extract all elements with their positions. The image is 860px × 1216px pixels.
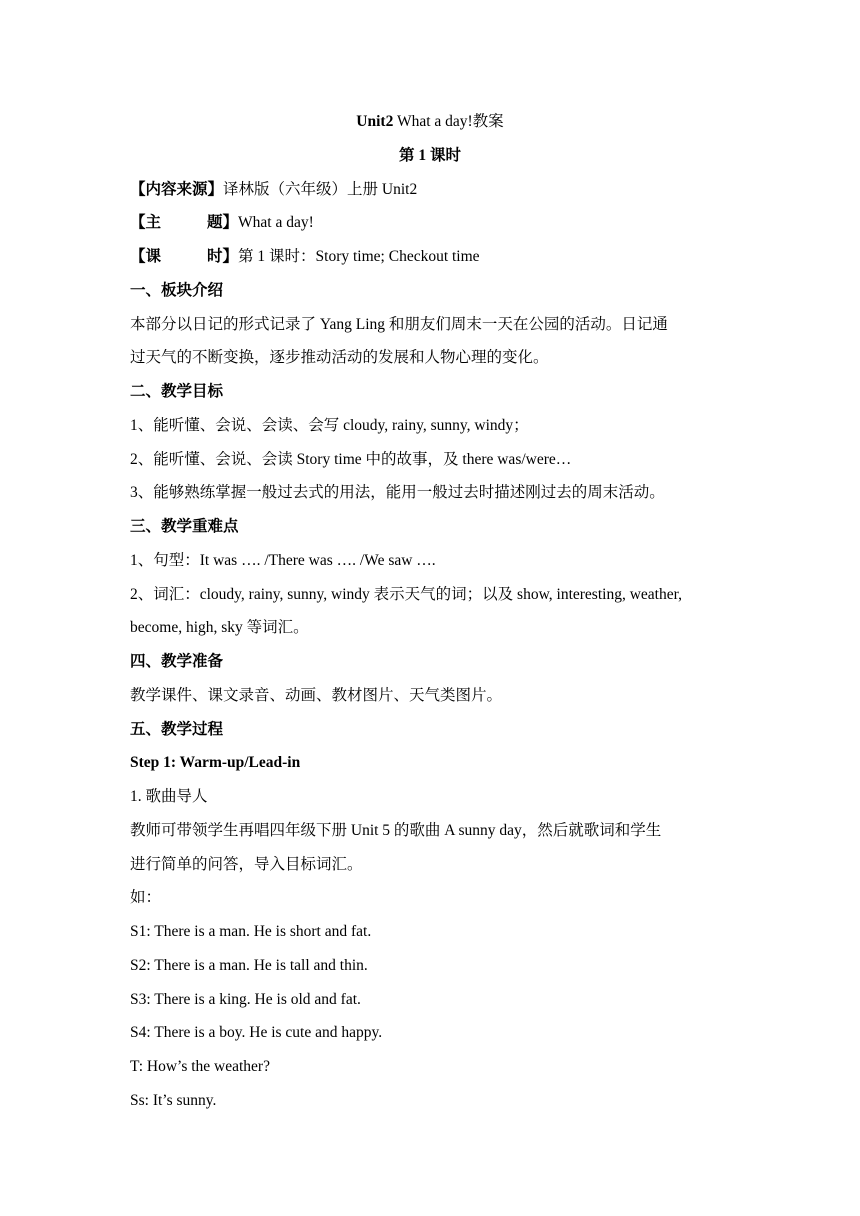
step-1-paragraph-line-1: 教师可带领学生再唱四年级下册 Unit 5 的歌曲 A sunny day，然后就歌词和学生 (130, 822, 662, 839)
step-1-paragraph-line-2: 进行简单的问答，导入目标词汇。 (130, 856, 363, 873)
doc-title-text: What a day!教案 (393, 113, 504, 130)
meta-period (130, 247, 734, 267)
section-2-heading: 二、教学目标 (130, 383, 224, 400)
section-1-paragraph-line-2: 过天气的不断变换，逐步推动活动的发展和人物心理的变化。 (130, 349, 549, 366)
dialogue-line-1: S1: There is a man. He is short and fat. (130, 923, 372, 940)
dialogue-line-4: S4: There is a boy. He is cute and happy. (130, 1024, 383, 1041)
dialogue-line-2: S2: There is a man. He is tall and thin. (130, 957, 368, 974)
section-1-paragraph-line-1: 本部分以日记的形式记录了 Yang Ling 和朋友们周末一天在公园的活动。日记通 (130, 316, 668, 333)
dialogue-line-3: S3: There is a king. He is old and fat. (130, 991, 361, 1008)
meta-period-label-b: 时】 (207, 248, 239, 265)
meta-topic-value: What a day! (238, 214, 314, 231)
section-5-heading: 五、教学过程 (130, 721, 224, 738)
section-3-item-2-line-2: become, high, sky 等词汇。 (130, 619, 309, 636)
section-3-item-1: 1、句型：It was …. /There was …. /We saw …. (130, 552, 436, 569)
dialogue-line-5: T: How’s the weather? (130, 1058, 270, 1075)
step-1-item: 1. 歌曲导人 (130, 788, 208, 805)
meta-period-value: 第 1 课时：Story time; Checkout time (238, 248, 480, 265)
section-4-heading: 四、教学准备 (130, 653, 224, 670)
example-label: 如： (130, 889, 162, 906)
meta-source-label: 【内容来源】 (130, 181, 224, 198)
meta-period-label-a: 【课 (130, 248, 162, 265)
section-3-heading: 三、教学重难点 (130, 518, 239, 535)
section-1-heading: 一、板块介绍 (130, 282, 224, 299)
section-3-item-2-line-1: 2、词汇：cloudy, rainy, sunny, windy 表示天气的词；以及 show, interesting, weather, (130, 586, 682, 603)
step-1-heading: Step 1: Warm-up/Lead-in (130, 754, 301, 771)
doc-title (0, 112, 860, 132)
meta-source-value: 译林版（六年级）上册 Unit2 (223, 181, 418, 198)
section-2-item-2: 2、能听懂、会说、会读 Story time 中的故事，及 there was/were… (130, 451, 572, 468)
section-2-item-3: 3、能够熟练掌握一般过去式的用法，能用一般过去时描述刚过去的周末活动。 (130, 484, 665, 501)
meta-source (130, 180, 734, 200)
dialogue-line-6: Ss: It’s sunny. (130, 1092, 217, 1109)
meta-topic-label-b: 题】 (207, 214, 239, 231)
doc-subtitle: 第 1 课时 (398, 147, 461, 164)
meta-topic (130, 213, 734, 233)
section-4-text: 教学课件、课文录音、动画、教材图片、天气类图片。 (130, 687, 503, 704)
section-2-item-1: 1、能听懂、会说、会读、会写 cloudy, rainy, sunny, windy； (130, 417, 529, 434)
meta-topic-label-a: 【主 (130, 214, 162, 231)
doc-title-unit: Unit2 (356, 113, 394, 130)
